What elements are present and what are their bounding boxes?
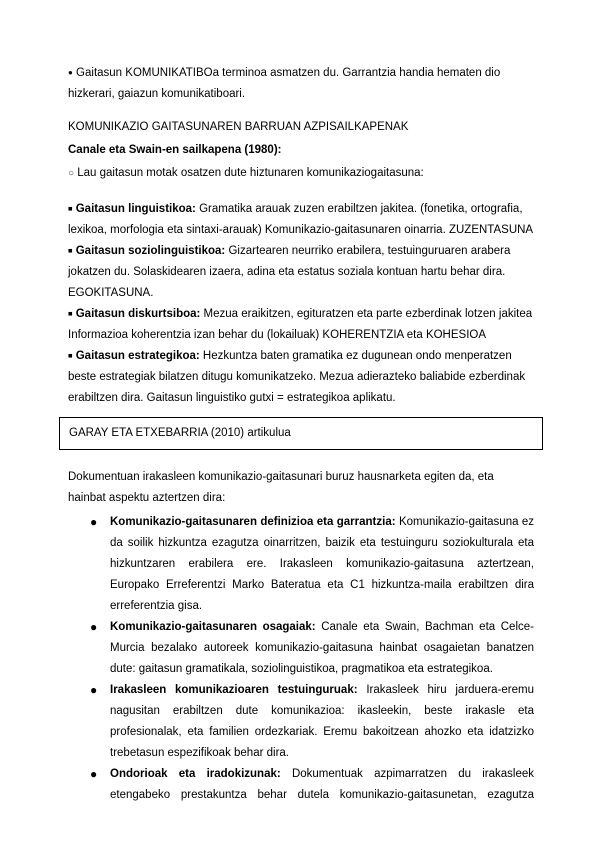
list-item-definizioa — [68, 512, 534, 617]
section-heading: KOMUNIKAZIO GAITASUNAREN BARRUAN AZPISAILKAPENAK — [68, 121, 409, 133]
square-bullet-icon: ■ — [68, 204, 73, 213]
analysis-list — [68, 512, 534, 806]
item-text: Gramatika arauak zuzen erabiltzen jakitea. (fonetika, ortografia, lexikoa, morfologia eta sintaxi-arauak) Komunikazio-gaitasunaren oinarria. ZUZENTASUNA — [68, 203, 534, 236]
list-item-body — [110, 617, 534, 680]
item-label: Gaitasun diskurtsiboa: — [75, 308, 201, 320]
circle-bullet-icon: ○ — [68, 168, 75, 179]
square-bullet-icon: ■ — [68, 309, 73, 318]
bullet-label: Komunikazio-gaitasunaren definizioa eta garrantzia: — [110, 516, 396, 528]
item-text: Mezua eraikitzen, egituratzen eta parte ezberdinak lotzen jakitea Informazioa koherentzia izan behar du (lokailuak) KOHERENTZIA eta KOHESIOA — [68, 308, 533, 341]
lead-paragraph — [68, 163, 534, 184]
competence-item-linguistikoa — [68, 199, 534, 241]
list-item-body — [110, 764, 534, 806]
analysis-lead-paragraph: Dokumentuan irakasleen komunikazio-gaitasunari buruz hausnarketa egiten da, eta hainbat aspektu aztertzen dira: — [68, 471, 494, 504]
article-box-title: GARAY ETA ETXEBARRIA (2010) artikulua — [69, 427, 291, 439]
list-item-ondorioak — [68, 764, 534, 806]
item-text: Gizartearen neurriko erabilera, testuinguruaren arabera jokatzen du. Solaskidearen izaera, adina eta estatus soziala kontuan hartu behar dira. EGOKITASUNA. — [68, 245, 511, 299]
lead-text: Lau gaitasun motak osatzen dute hiztunaren komunikaziogaitasuna: — [77, 167, 424, 179]
bullet-text: Komunikazio-gaitasuna ez da soilik hizkuntza ezagutza oinarritzen, baizik eta testuinguru soziokulturala eta hizkuntzaren erabilera ere. Irakasleen komunikazio-gaitasuna aztertzean, Europako Erreferentzi Marko Bateratua eta C1 hizkuntza-maila erabiltzen dira erreferentzia gisa. — [110, 516, 535, 612]
bullet-label: Irakasleen komunikazioaren testuinguruak: — [110, 684, 358, 696]
bullet-text: Irakasleek hiru jarduera-eremu nagusitan erabiltzen dute komunikazioa: ikasleekin, beste irakasle eta profesionalak, eta familien ordezkariak. Eremu bakoitzean ahozko eta idatzizko trebetasun espezifikoak behar dira. — [110, 684, 534, 759]
bullet-icon: ● — [90, 683, 98, 697]
bullet-icon: ● — [90, 620, 98, 634]
item-label: Gaitasun estrategikoa: — [75, 350, 200, 362]
bullet-icon: ● — [90, 767, 98, 781]
competence-list — [68, 199, 534, 409]
item-text: Hezkuntza baten gramatika ez dugunean ondo menperatzen beste estrategiak bilatzen ditugu komunikatzeko. Mezua adierazteko baliabide ezberdinak erabiltzen dira. Gaitasun linguistiko gutxi = estrategikoa aplikatu. — [68, 350, 526, 404]
item-label: Gaitasun soziolinguistikoa: — [75, 245, 226, 257]
bullet-label: Komunikazio-gaitasunaren osagaiak: — [110, 621, 316, 633]
bullet-text: Canale eta Swain, Bachman eta Celce-Murcia bezalako autoreek komunikazio-gaitasuna hainbat osagaietan banatzen dute: gaitasun gramatikala, soziolinguistikoa, pragmatikoa eta estrategikoa. — [110, 621, 534, 675]
intro-text: Gaitasun KOMUNIKATIBOa terminoa asmatzen du. Garrantzia handia hematen dio hizkerari, gaiazun komunikatiboari. — [68, 67, 501, 100]
competence-item-diskurtsiboa — [68, 304, 534, 346]
bullet-text: Dokumentuak azpimarratzen du irakasleek etengabeko prestakuntza behar dutela komunikazio-gaitasunetan, ezagutza — [110, 768, 534, 801]
item-label: Gaitasun linguistikoa: — [75, 203, 196, 215]
subsection-heading: Canale eta Swain-en sailkapena (1980): — [68, 144, 282, 156]
square-bullet-icon: ■ — [68, 246, 73, 255]
article-box — [59, 417, 543, 450]
intro-paragraph — [68, 63, 534, 105]
list-item-body — [110, 680, 534, 764]
competence-item-soziolinguistikoa — [68, 241, 534, 304]
bullet-label: Ondorioak eta iradokizunak: — [110, 768, 281, 780]
bullet-icon: ● — [68, 68, 73, 77]
list-item-osagaiak — [68, 617, 534, 680]
bullet-icon: ● — [90, 515, 98, 529]
competence-item-estrategikoa — [68, 346, 534, 409]
square-bullet-icon: ■ — [68, 351, 73, 360]
list-item-body — [110, 512, 534, 617]
list-item-testuinguruak — [68, 680, 534, 764]
